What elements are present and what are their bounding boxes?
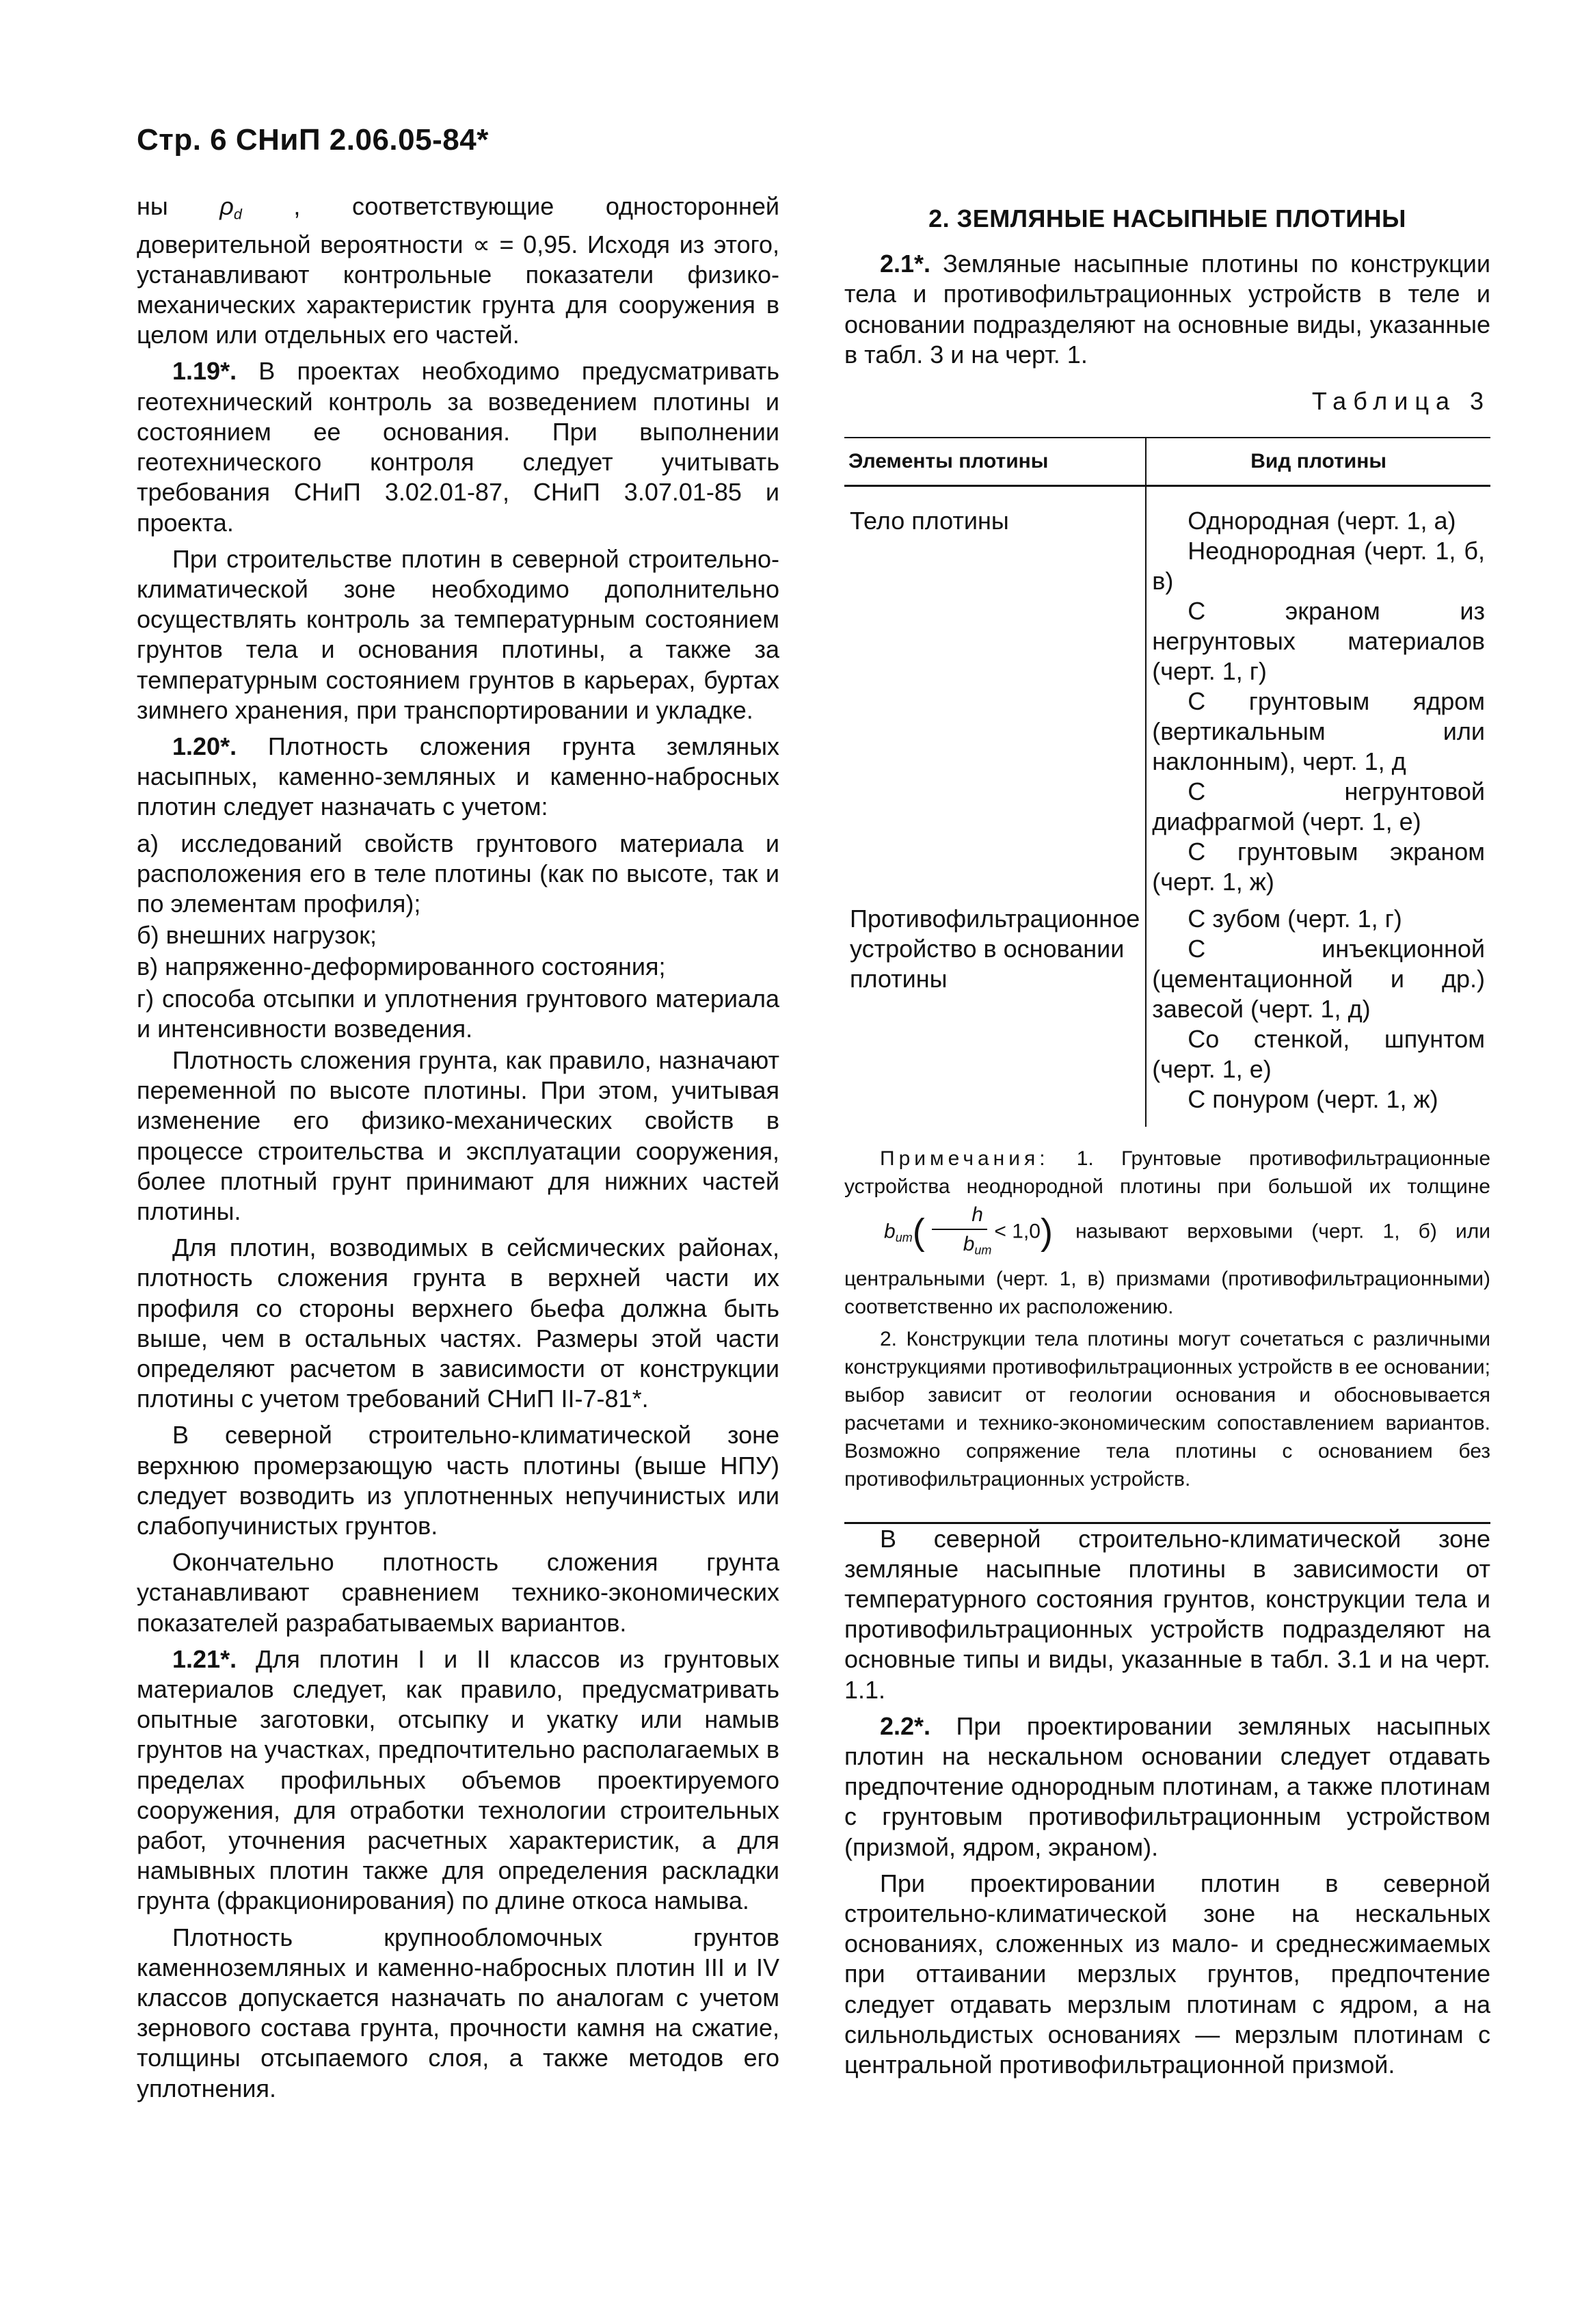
note-1: Примечания: 1. Грунтовые противофильтрационные устройства неоднородной плотины при большой их толщине $b_{um}$( $\frac{h}{b_{um}}$ < 1,0) называют верховыми (черт. 1, б) или центральными (черт. 1, в) призмами (противофильтрационными) соответственно их расположению. xyxy=(844,1147,1490,1318)
dam-type: С экраном из негрунтовых материалов (черт. 1, г) xyxy=(1152,597,1485,686)
clause-number: 2.1*. xyxy=(880,250,931,278)
right-column xyxy=(844,191,1490,2086)
clause-number: 1.20*. xyxy=(172,732,237,760)
paragraph: Для плотин, возводимых в сейсмических районах, плотность сложения грунта в верхней части их профиля со стороны верхнего бьефа должна быть выше, чем в остальных частях. Размеры этой части определяют расчетом в зависимости от конструкции плотины с учетом требований СНиП II-7-81*. xyxy=(137,1233,779,1413)
dam-type: С инъекционной (цементационной и др.) завесой (черт. 1, д) xyxy=(1152,935,1485,1024)
dam-type: Со стенкой, шпунтом (черт. 1, е) xyxy=(1152,1025,1485,1084)
paragraph: При строительстве плотин в северной строительно-климатической зоне необходимо дополнительно осуществлять контроль за температурным состоянием грунтов тела и основания плотины, а также за температурным состоянием грунтов в карьерах, буртах зимнего хранения, при транспортировании и укладке. xyxy=(137,544,779,724)
formula: $b_{um}$( $\frac{h}{b_{um}}$ < 1,0) xyxy=(848,1201,1053,1264)
paragraph: При проектировании плотин в северной строительно-климатической зоне на нескальных основаниях, сложенных из мало- и среднесжимаемых при оттаивании мерзлых грунтов, предпочтение следует отдавать мерзлым плотинам с ядром, а на сильнольдистых основаниях — мерзлым плотинам с центральной противофильтрационной призмой. xyxy=(844,1869,1490,2079)
list-item: г) способа отсыпки и уплотнения грунтового материала и интенсивности возведения. xyxy=(137,984,779,1043)
list-item: в) напряженно-деформированного состояния; xyxy=(137,952,666,981)
section-title: 2. ЗЕМЛЯНЫЕ НАСЫПНЫЕ ПЛОТИНЫ xyxy=(928,204,1406,232)
paragraph-2-2: 2.2*. При проектировании земляных насыпных плотин на нескальном основании следует отдавать предпочтение однородным плотинам, а также плотинам с грунтовым противофильтрационным устройством (призмой, ядром, экраном). xyxy=(844,1711,1490,1861)
table-header-cell: Элементы плотины xyxy=(844,438,1146,486)
dam-type: Неоднородная (черт. 1, б, в) xyxy=(1152,537,1485,596)
list-item: б) внешних нагрузок; xyxy=(137,921,377,950)
table-cell-types xyxy=(1146,486,1490,898)
paragraph: Плотность крупнообломочных грунтов каменноземляных и каменно-набросных плотин III и IV классов допускается назначать по аналогам с учетом зернового состава грунта, прочности камня на сжатие, толщины отсыпаемого слоя, а также методов его уплотнения. xyxy=(137,1923,779,2102)
left-column xyxy=(137,191,779,2110)
paragraph: В северной строительно-климатической зоне земляные насыпные плотины в зависимости от температурного состояния грунтов, конструкции тела и противофильтрационных устройств подразделяют на основные типы и виды, указанные в табл. 3.1 и на черт. 1.1. xyxy=(844,1524,1490,1704)
table-row xyxy=(844,897,1490,1127)
table-row xyxy=(844,486,1490,898)
paragraph: ны $\rho_d$ , соответствующие односторонней доверительной вероятности ∝ = 0,95. Исходя из этого, устанавливают контрольные показатели физико-механических характеристик грунта для сооружения в целом или отдельных его частей. xyxy=(137,192,779,349)
table-caption: Таблица 3 xyxy=(1311,387,1490,416)
clause-number: 1.21*. xyxy=(172,1644,237,1673)
page-header: Стр. 6 СНиП 2.06.05-84* xyxy=(137,123,489,157)
table-cell-element: Тело плотины xyxy=(844,486,1146,898)
dam-type: С негрунтовой диафрагмой (черт. 1, е) xyxy=(1152,777,1485,836)
dam-type: С зубом (черт. 1, г) xyxy=(1188,905,1402,933)
paragraph-1-20: 1.20*. Плотность сложения грунта земляных насыпных, каменно-земляных и каменно-набросных плотин следует назначать с учетом: xyxy=(137,732,779,821)
paragraph-2-1: 2.1*. Земляные насыпные плотины по конструкции тела и противофильтрационных устройств в теле и основании подразделяют на основные виды, указанные в табл. 3 и на черт. 1. xyxy=(844,250,1490,369)
notes-label: Примечания: xyxy=(880,1147,1049,1171)
note-2: 2. Конструкции тела плотины могут сочетаться с различными конструкциями противофильтрационных устройств в ее основании; выбор зависит от геологии основания и обосновывается расчетами и технико-экономическим сопоставлением вариантов. Возможно сопряжение тела плотины с основанием без противофильтрационных устройств. xyxy=(844,1327,1490,1491)
dam-types-table xyxy=(844,437,1490,1127)
dam-type: С грунтовым ядром (вертикальным или наклонным), черт. 1, д xyxy=(1152,687,1485,776)
paragraph: В северной строительно-климатической зоне верхнюю промерзающую часть плотины (выше НПУ) следует возводить из уплотненных непучинистых или слабопучинистых грунтов. xyxy=(137,1421,779,1540)
dam-type: Однородная (черт. 1, а) xyxy=(1188,507,1456,535)
clause-number: 1.19*. xyxy=(172,357,237,386)
clause-number: 2.2*. xyxy=(880,1711,931,1740)
dam-type: С понуром (черт. 1, ж) xyxy=(1188,1085,1438,1114)
list-item: а) исследований свойств грунтового материала и расположения его в теле плотины (как по высоте, так и по элементам профиля); xyxy=(137,829,779,918)
paragraph-1-19: 1.19*. В проектах необходимо предусматривать геотехнический контроль за возведением плотины и состоянием ее основания. При выполнении геотехнического контроля следует учитывать требования СНиП 3.02.01-87, СНиП 3.07.01-85 и проекта. xyxy=(137,357,779,537)
paragraph: Плотность сложения грунта, как правило, назначают переменной по высоте плотины. При этом, учитывая изменение его физико-механических свойств в процессе строительства и эксплуатации сооружения, более плотный грунт принимают для нижних частей плотины. xyxy=(137,1045,779,1225)
table-cell-element: Противофильтрационное устройство в основании плотины xyxy=(844,897,1146,1127)
table-cell-types xyxy=(1146,897,1490,1127)
dam-type: С грунтовым экраном (черт. 1, ж) xyxy=(1152,838,1485,896)
paragraph-1-21: 1.21*. Для плотин I и II классов из грунтовых материалов следует, как правило, предусматривать опытные заготовки, отсыпку и укатку или намыв грунтов на участках, предпочтительно располагаемых в пределах профильных объемов проектируемого сооружения, для отработки технологии строительных работ, уточнения расчетных характеристик, а для намывных плотин также для определения раскладки грунта (фракционирования) по длине откоса намыва. xyxy=(137,1644,779,1915)
table-header-row xyxy=(844,438,1490,486)
table-header-cell: Вид плотины xyxy=(1146,438,1490,486)
table-notes xyxy=(844,1145,1490,1523)
paragraph: Окончательно плотность сложения грунта устанавливают сравнением технико-экономических показателей разрабатываемых вариантов. xyxy=(137,1548,779,1637)
